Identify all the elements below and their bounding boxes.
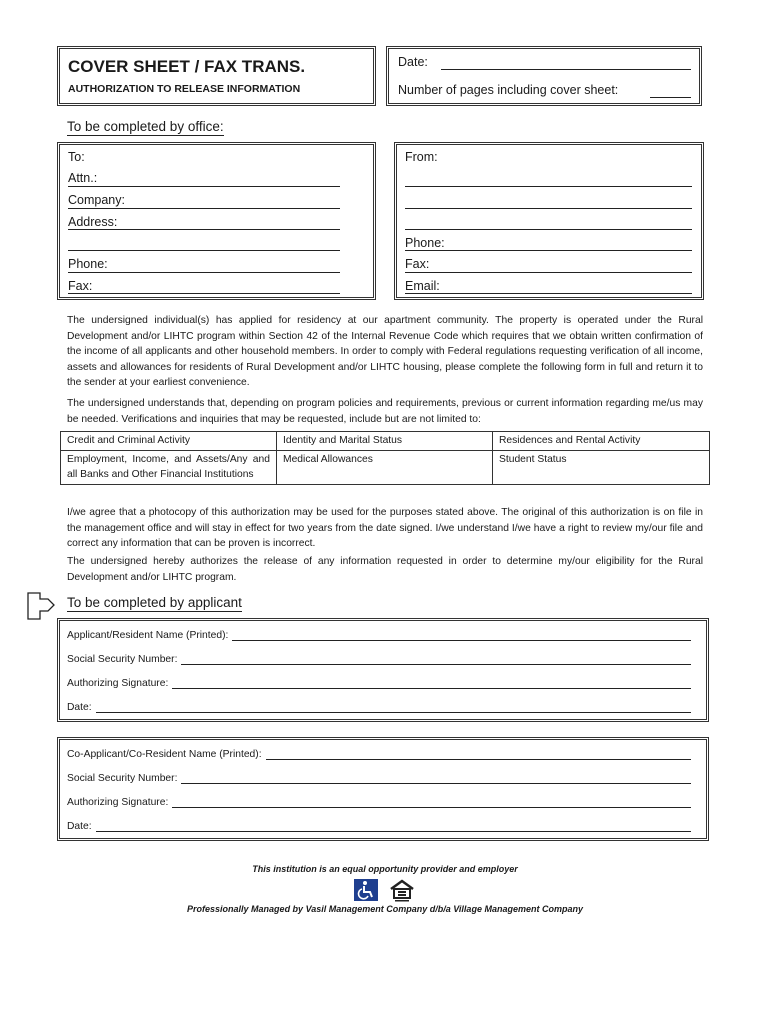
title-box (57, 46, 376, 106)
form-title: COVER SHEET / FAX TRANS. (68, 57, 306, 76)
from-box (394, 142, 704, 300)
form-subtitle: AUTHORIZATION TO RELEASE INFORMATION (68, 83, 301, 95)
applicant-ssn-row (67, 654, 691, 665)
pages-label: Number of pages including cover sheet: (398, 83, 619, 97)
coapplicant-name-field[interactable] (266, 749, 691, 760)
coapplicant-name-label: Co-Applicant/Co-Resident Name (Printed): (67, 749, 262, 760)
phone-label: Phone: (68, 257, 108, 271)
from-fax-field[interactable] (405, 272, 692, 273)
table-cell: Medical Allowances (277, 450, 493, 484)
understanding-paragraph: The undersigned understands that, depending on program policies and requirements, previous or current information regarding me/us may be needed. Verifications and inquiries that may be requested, include but are not limited to: (67, 398, 703, 425)
from-email-label: Email: (405, 279, 440, 293)
applicant-signature-label: Authorizing Signature: (67, 678, 169, 689)
address-label: Address: (68, 215, 118, 229)
coapplicant-ssn-field[interactable] (181, 773, 691, 784)
from-field-3[interactable] (405, 229, 692, 230)
attn-label: Attn.: (68, 171, 98, 185)
fax-field[interactable] (68, 293, 340, 294)
coapplicant-date-label: Date: (67, 821, 92, 832)
coapplicant-signature-label: Authorizing Signature: (67, 797, 169, 808)
phone-field[interactable] (68, 272, 340, 273)
intro-paragraph: The undersigned individual(s) has applied for residency at our apartment community. The property is operated under the Rural Development and/or LIHTC program within Section 42 of the Internal Revenue Code which requires that we obtain written confirmation of the income of all applicants and other household members. In order to comply with Federal regulations requesting verification of all income, assets and allowances for residents of Rural Development and/or LIHTC housing, please complete the following form in full and return it to the sender at your earliest convenience. (67, 315, 703, 388)
applicant-name-field[interactable] (232, 630, 691, 641)
from-phone-field[interactable] (405, 250, 692, 251)
address-field-2[interactable] (68, 250, 340, 251)
table-row (61, 450, 710, 484)
applicant-ssn-label: Social Security Number: (67, 654, 178, 665)
coapplicant-ssn-row (67, 773, 691, 784)
applicant-section-heading (67, 595, 242, 610)
table-cell: Residences and Rental Activity (493, 432, 710, 451)
from-phone-label: Phone: (405, 236, 445, 250)
table-row (61, 432, 710, 451)
management-statement: Professionally Managed by Vasil Management Company d/b/a Village Management Company (187, 904, 583, 914)
from-label: From: (405, 150, 438, 164)
applicant-date-field[interactable] (96, 702, 691, 713)
pointing-arrow-icon (26, 591, 56, 621)
company-field[interactable] (68, 208, 340, 209)
coapplicant-signature-row (67, 797, 691, 808)
to-label: To: (68, 150, 85, 164)
coapplicant-date-row (67, 821, 691, 832)
equal-opportunity-statement: This institution is an equal opportunity provider and employer (252, 864, 518, 874)
coapplicant-name-row (67, 749, 691, 760)
coapplicant-ssn-label: Social Security Number: (67, 773, 178, 784)
table-cell: Employment, Income, and Assets/Any and all Banks and Other Financial Institutions (61, 450, 277, 484)
date-pages-box (386, 46, 702, 106)
applicant-date-label: Date: (67, 702, 92, 713)
from-email-field[interactable] (405, 293, 692, 294)
address-field-1[interactable] (68, 229, 340, 230)
applicant-name-row (67, 630, 691, 641)
from-field-2[interactable] (405, 208, 692, 209)
table-cell: Identity and Marital Status (277, 432, 493, 451)
pages-field[interactable] (650, 97, 691, 98)
applicant-heading-text: To be completed by applicant (67, 595, 242, 610)
table-cell: Credit and Criminal Activity (61, 432, 277, 451)
coapplicant-signature-field[interactable] (172, 797, 691, 808)
table-cell: Student Status (493, 450, 710, 484)
applicant-ssn-field[interactable] (181, 654, 691, 665)
equal-housing-opportunity-icon (389, 879, 415, 903)
applicant-signature-field[interactable] (172, 678, 691, 689)
date-field[interactable] (441, 69, 691, 70)
applicant-date-row (67, 702, 691, 713)
date-label: Date: (398, 55, 428, 69)
photocopy-paragraph: I/we agree that a photocopy of this authorization may be used for the purposes stated above. The original of this authorization is on file in the management office and will stay in effect for two years from the date signed. I/we understand I/we have a right to review my/our file and correct any information that can be proven is incorrect. (67, 507, 703, 549)
coapplicant-date-field[interactable] (96, 821, 691, 832)
company-label: Company: (68, 193, 125, 207)
applicant-signature-row (67, 678, 691, 689)
from-fax-label: Fax: (405, 257, 430, 271)
office-section-heading (67, 119, 224, 134)
fax-label: Fax: (68, 279, 93, 293)
attn-field[interactable] (68, 186, 340, 187)
verification-table (60, 431, 710, 485)
to-box (57, 142, 376, 300)
office-heading-text: To be completed by office: (67, 119, 224, 134)
authorization-paragraph: The undersigned hereby authorizes the release of any information requested in order to determine my/our eligibility for the Rural Development and/or LIHTC program. (67, 556, 703, 583)
from-field-1[interactable] (405, 186, 692, 187)
applicant-name-label: Applicant/Resident Name (Printed): (67, 630, 229, 641)
wheelchair-accessibility-icon (354, 879, 378, 901)
